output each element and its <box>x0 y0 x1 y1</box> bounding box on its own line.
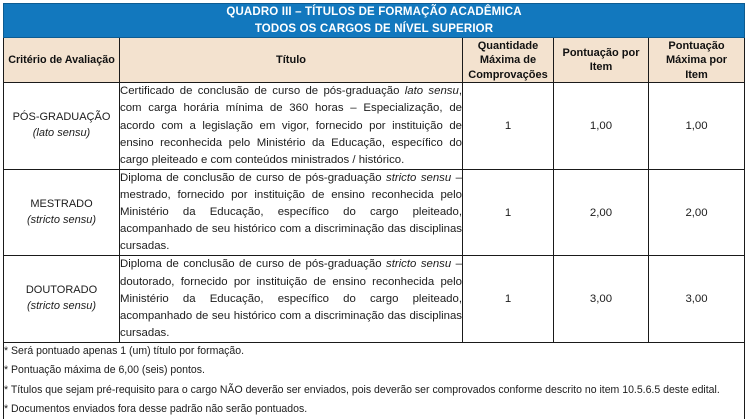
table-footnotes-row <box>4 342 745 419</box>
cell-pontuacao-maxima-por-item: 2,00 <box>649 169 745 256</box>
column-header-pontuacao-maxima-line-3: Item <box>685 68 708 81</box>
column-header-pontuacao-por-item <box>554 38 649 83</box>
table-title-banner <box>4 4 745 38</box>
column-header-quantidade-line-3: Comprovações <box>468 68 548 81</box>
criterio-nome: MESTRADO <box>30 197 93 210</box>
column-header-pontuacao-maxima-line-1: Pontuação <box>668 39 725 52</box>
table-row <box>4 83 745 170</box>
column-header-pontuacao-item-line-1: Pontuação por <box>562 46 640 59</box>
criterio-subtitulo: (lato sensu) <box>32 127 91 140</box>
criterio-nome: PÓS-GRADUAÇÃO <box>12 111 111 124</box>
column-header-quantidade-line-2: Máxima de <box>479 54 537 67</box>
column-header-titulo: Título <box>120 38 463 83</box>
footnote-item: * Títulos que sejam pré-requisito para o cargo NÃO deverão ser enviados, pois deverão ser comprovados conforme descrito no item 10.5.6.5 deste edital. <box>4 383 720 396</box>
table-banner-row <box>4 4 745 38</box>
cell-pontuacao-por-item: 1,00 <box>554 83 649 170</box>
criterio-nome: DOUTORADO <box>25 284 98 297</box>
table-body <box>4 83 745 419</box>
column-header-pontuacao-maxima-por-item <box>649 38 745 83</box>
cell-criterio <box>4 169 120 256</box>
titulos-formacao-academica-table <box>3 3 745 419</box>
footnote-item: * Documentos enviados fora desse padrão não serão pontuados. <box>4 403 308 416</box>
criterio-subtitulo: (stricto sensu) <box>26 213 97 226</box>
cell-criterio <box>4 83 120 170</box>
cell-quantidade-maxima: 1 <box>463 83 554 170</box>
table-row <box>4 169 745 256</box>
column-header-pontuacao-maxima-line-2: Máxima por <box>665 54 728 67</box>
cell-pontuacao-maxima-por-item: 3,00 <box>649 256 745 343</box>
table-column-header-row <box>4 38 745 83</box>
table-title-line-2: TODOS OS CARGOS DE NÍVEL SUPERIOR <box>254 22 494 35</box>
table-title-line-1: QUADRO III – TÍTULOS DE FORMAÇÃO ACADÊMICA <box>226 6 522 18</box>
cell-quantidade-maxima: 1 <box>463 169 554 256</box>
cell-pontuacao-maxima-por-item: 1,00 <box>649 83 745 170</box>
column-header-pontuacao-item-line-2: Item <box>589 61 613 74</box>
table-row <box>4 256 745 343</box>
cell-pontuacao-por-item: 3,00 <box>554 256 649 343</box>
footnote-item: * Pontuação máxima de 6,00 (seis) pontos. <box>4 364 205 377</box>
cell-titulo: Certificado de conclusão de curso de pós-graduação lato sensu, com carga horária mínima de 360 horas – Especialização, de acordo com a legislação em vigor, fornecido por instituição de ensino reconhecida pelo Ministério da Educação, específico do cargo pleiteado e com conteúdos ministrados / histórico. <box>120 83 463 170</box>
cell-titulo: Diploma de conclusão de curso de pós-graduação stricto sensu – mestrado, fornecido por instituição de ensino reconhecida pelo Ministério da Educação, específico do cargo pleiteado, acompanhado de seu histórico com a discriminação das disciplinas cursadas. <box>120 169 463 256</box>
cell-criterio <box>4 256 120 343</box>
cell-pontuacao-por-item: 2,00 <box>554 169 649 256</box>
criterio-subtitulo: (stricto sensu) <box>26 300 97 313</box>
cell-titulo: Diploma de conclusão de curso de pós-graduação stricto sensu – doutorado, fornecido por instituição de ensino reconhecida pelo Ministério da Educação, específico do cargo pleiteado, acompanhado de seu histórico com a discriminação das disciplinas cursadas. <box>120 256 463 343</box>
cell-quantidade-maxima: 1 <box>463 256 554 343</box>
footnote-item: * Será pontuado apenas 1 (um) título por formação. <box>4 344 245 357</box>
column-header-quantidade-line-1: Quantidade <box>477 39 539 52</box>
column-header-criterio-de-avaliacao: Critério de Avaliação <box>4 38 120 83</box>
footnotes-block <box>4 342 745 419</box>
column-header-quantidade-maxima-de-comprovacoes <box>463 38 554 83</box>
